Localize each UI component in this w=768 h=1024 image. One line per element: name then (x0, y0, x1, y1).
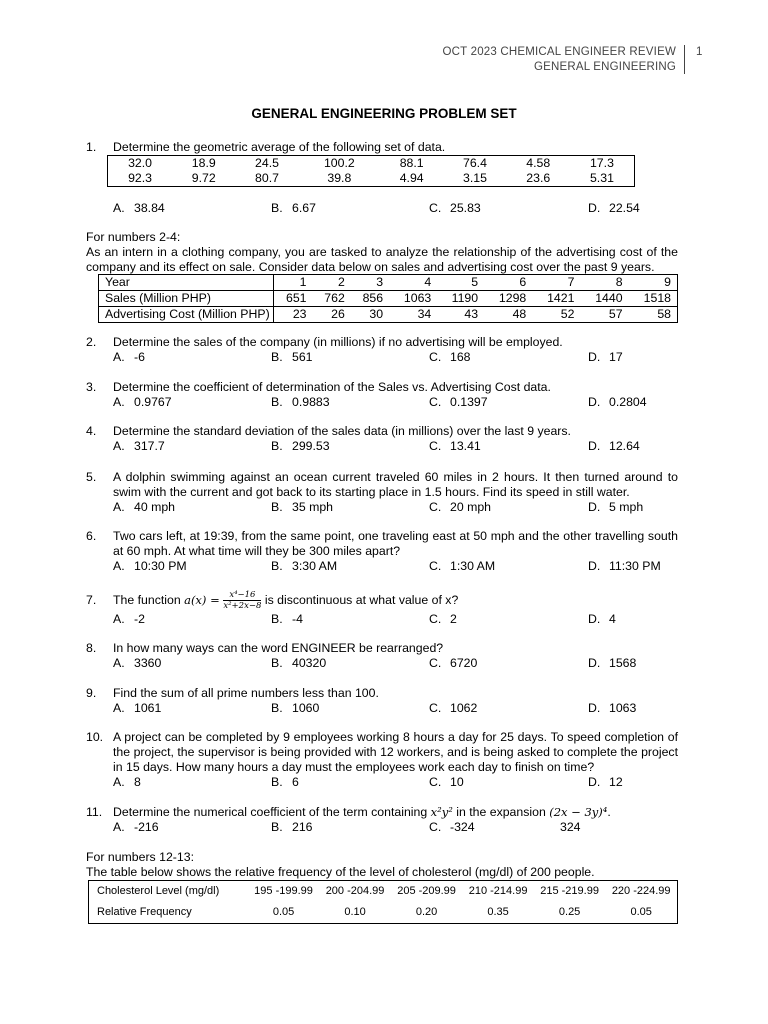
option-c[interactable]: C. 2 (429, 612, 457, 626)
question-text: Determine the geometric average of the following set of data. (113, 140, 446, 154)
term-expression: x²y² (430, 805, 453, 819)
row-label: Sales (Million PHP) (99, 291, 274, 307)
q1-data-table (107, 155, 635, 187)
intro-12-13 (86, 850, 678, 880)
option-a[interactable]: A. 40 mph (113, 500, 176, 514)
table-cell: 0.05 (272, 906, 295, 918)
option-b[interactable]: B. 0.9883 (271, 395, 330, 409)
intro-label: For numbers 12-13: (86, 850, 194, 864)
option-a[interactable]: A. 38.84 (113, 201, 165, 215)
question-number: 9. (86, 686, 97, 700)
option-d[interactable]: D. 12 (588, 775, 623, 789)
option-d[interactable]: 324 (560, 820, 581, 834)
table-cell: 7 (567, 275, 575, 289)
table-cell: 3 (376, 275, 384, 289)
table-header: 220 -224.99 (611, 885, 671, 897)
header-line1: OCT 2023 CHEMICAL ENGINEER REVIEW (442, 46, 676, 58)
option-b[interactable]: B. 299.53 (271, 439, 330, 453)
option-d[interactable]: D. 11:30 PM (588, 559, 661, 573)
option-a[interactable]: A. -6 (113, 350, 145, 364)
table-cell: 58 (657, 307, 671, 321)
row-label: Relative Frequency (97, 906, 192, 918)
question-text: In how many ways can the word ENGINEER be rearranged? (113, 641, 444, 655)
row-label: Year (99, 275, 274, 291)
page-title: GENERAL ENGINEERING PROBLEM SET (251, 106, 517, 121)
question-7 (86, 590, 678, 627)
question-text: Determine the standard deviation of the sales data (in millions) over the last 9 years. (113, 424, 571, 438)
intro-text: As an intern in a clothing company, you are tasked to analyze the relationship of the advertising cost of the company and its effect on sale. Consider data below on sales and advertising cost over the past 9 years. (86, 245, 678, 274)
table-cell: 76.4 (462, 156, 487, 170)
option-c[interactable]: C. 0.1397 (429, 395, 488, 409)
table-cell: 39.8 (327, 171, 352, 185)
table-cell: 0.35 (487, 906, 509, 918)
question-11 (86, 805, 678, 835)
header-line2: GENERAL ENGINEERING (533, 60, 676, 73)
question-5 (86, 470, 678, 515)
table-cell: 43 (464, 307, 479, 321)
option-c[interactable]: C. 1062 (429, 701, 478, 715)
option-d[interactable]: D. 4 (588, 612, 616, 626)
option-a[interactable]: A. 3360 (113, 656, 162, 670)
table-cell: 2 (337, 275, 345, 289)
option-b[interactable]: B. 561 (271, 350, 313, 364)
option-d[interactable]: D. 12.64 (588, 439, 640, 453)
question-text: Find the sum of all prime numbers less than 100. (113, 686, 379, 700)
option-b[interactable]: B. -4 (271, 612, 303, 626)
row-label: Advertising Cost (Million PHP) (99, 307, 274, 323)
table-cell: 1440 (580, 291, 628, 307)
table-cell: 0.10 (344, 906, 366, 918)
table-header-row (89, 881, 678, 903)
header-label: Cholesterol Level (mg/dl) (97, 885, 220, 897)
option-b[interactable]: B. 40320 (271, 656, 327, 670)
table-cell: 5.31 (589, 171, 614, 185)
question-text: Determine the numerical coefficient of the term containing x²y² in the expansion (2x − 3y)⁴. (113, 805, 611, 819)
question-2 (86, 335, 678, 365)
table-cell: 3.15 (462, 171, 487, 185)
table-cell: 52 (560, 307, 575, 321)
option-b[interactable]: B. 6 (271, 775, 299, 789)
table-cell: 1518 (629, 291, 678, 307)
option-d[interactable]: D. 1063 (588, 701, 637, 715)
option-c[interactable]: C. 168 (429, 350, 471, 364)
option-c[interactable]: C. 20 mph (429, 500, 492, 514)
question-text: The function a(x) = $\frac{\text{x⁴−16}}{\text{x²+2x−8}}$ is discontinuous at what value of x? (113, 590, 459, 611)
table-cell: 48 (512, 307, 527, 321)
table-cell: 1421 (532, 291, 580, 307)
option-b[interactable]: B. 3:30 AM (271, 559, 338, 573)
question-number: 2. (86, 335, 97, 349)
question-text: Determine the sales of the company (in millions) if no advertising will be employed. (113, 335, 563, 349)
question-number: 1. (86, 140, 97, 154)
option-c[interactable]: C. -324 (429, 820, 475, 834)
table-cell: 92.3 (128, 171, 153, 185)
option-a[interactable]: A. -2 (113, 612, 145, 626)
table-cell: 30 (369, 307, 384, 321)
table-row-advertising (99, 307, 678, 323)
table-row-sales (99, 291, 678, 307)
question-text: Two cars left, at 19:39, from the same point, one traveling east at 50 mph and the other travelling south at 60 mph. At what time will they be 300 miles apart? (113, 529, 678, 558)
fraction: $\frac{\text{x⁴−16}}{\text{x²+2x−8}}$ (223, 590, 262, 611)
table-cell: 856 (351, 291, 389, 307)
table-header: 205 -209.99 (397, 885, 456, 897)
option-d[interactable]: D. 1568 (588, 656, 637, 670)
table-cell: 57 (608, 307, 623, 321)
table-cell: 4.58 (526, 156, 551, 170)
table-cell: 762 (313, 291, 351, 307)
option-a[interactable]: A. -216 (113, 820, 159, 834)
table-cell: 1190 (437, 291, 484, 307)
option-d[interactable]: D. 22.54 (588, 201, 640, 215)
page-header (443, 45, 685, 74)
table-row-year (99, 275, 678, 291)
option-b[interactable]: B. 216 (271, 820, 313, 834)
option-c[interactable]: C. 1:30 AM (429, 559, 496, 573)
table-row (89, 902, 678, 924)
table-header: 195 -199.99 (254, 885, 313, 897)
question-10 (86, 730, 678, 790)
option-a[interactable]: A. 0.9767 (113, 395, 172, 409)
table-cell: 24.5 (255, 156, 279, 170)
question-4 (86, 424, 678, 454)
question-9 (86, 686, 678, 716)
table-cell: 4 (424, 275, 432, 289)
sales-advertising-table (98, 274, 678, 323)
table-cell: 5 (471, 275, 479, 289)
option-c[interactable]: C. 6720 (429, 656, 478, 670)
question-6 (86, 529, 678, 574)
question-number: 5. (86, 470, 97, 484)
question-number: 7. (86, 593, 97, 607)
table-cell: 4.94 (399, 171, 424, 185)
question-text: A dolphin swimming against an ocean current traveled 60 miles in 2 hours. It then turned around to swim with the current and got back to its starting place in 1.5 hours. Find its speed in still water. (113, 470, 678, 499)
cholesterol-table (88, 880, 678, 924)
table-cell: 651 (274, 291, 313, 307)
option-a[interactable]: A. 317.7 (113, 439, 165, 453)
question-number: 8. (86, 641, 97, 655)
table-cell: 88.1 (399, 156, 424, 170)
table-cell: 1063 (389, 291, 437, 307)
table-cell: 1298 (484, 291, 532, 307)
table-cell: 100.2 (323, 156, 355, 170)
table-cell: 80.7 (255, 171, 279, 185)
option-d[interactable]: D. 5 mph (588, 500, 644, 514)
table-cell: 8 (615, 275, 623, 289)
question-8 (86, 641, 678, 671)
option-b[interactable]: B. 35 mph (271, 500, 334, 514)
question-number: 10. (86, 730, 104, 744)
table-cell: 0.25 (558, 906, 581, 918)
question-text: Determine the coefficient of determination of the Sales vs. Advertising Cost data. (113, 380, 551, 394)
option-a[interactable]: A. 8 (113, 775, 141, 789)
table-cell: 26 (331, 307, 345, 321)
option-c[interactable]: C. 10 (429, 775, 464, 789)
table-cell: 32.0 (128, 156, 153, 170)
option-d[interactable]: D. 17 (588, 350, 623, 364)
option-b[interactable]: B. 1060 (271, 701, 320, 715)
table-cell: 1 (299, 275, 307, 289)
table-row (108, 156, 635, 172)
table-cell: 0.20 (415, 906, 438, 918)
q1-options (86, 201, 678, 216)
question-text: A project can be completed by 9 employees working 8 hours a day for 25 days. To speed completion of the project, the supervisor is being provided with 12 workers, and is being asked to complete the project in 15 days. How many hours a day must the employees work each day to finish on time? (113, 730, 678, 774)
table-cell: 9.72 (191, 171, 216, 185)
question-number: 11. (86, 805, 103, 819)
question-number: 4. (86, 424, 97, 438)
table-cell: 0.05 (630, 906, 652, 918)
table-cell: 18.9 (191, 156, 216, 170)
option-a[interactable]: A. 1061 (113, 701, 162, 715)
table-cell: 6 (519, 275, 527, 289)
table-header: 210 -214.99 (468, 885, 528, 897)
question-3 (86, 380, 678, 410)
intro-label: For numbers 2-4: (86, 230, 181, 244)
function-expression: a(x) = (184, 592, 224, 607)
question-1 (86, 140, 678, 155)
option-c[interactable]: C. 25.83 (429, 201, 481, 215)
question-number: 6. (86, 529, 97, 543)
page-number: 1 (696, 46, 703, 58)
intro-2-4 (86, 230, 678, 275)
option-b[interactable]: B. 6.67 (271, 201, 316, 215)
table-cell: 17.3 (589, 156, 614, 170)
binomial-expression: (2x − 3y)⁴ (549, 805, 608, 819)
table-row (108, 171, 635, 187)
intro-text: The table below shows the relative frequency of the level of cholesterol (mg/dl) of 200 people. (86, 865, 595, 879)
option-a[interactable]: A. 10:30 PM (113, 559, 187, 573)
option-c[interactable]: C. 13.41 (429, 439, 481, 453)
question-number: 3. (86, 380, 97, 394)
table-cell: 23.6 (526, 171, 551, 185)
table-cell: 23 (292, 307, 307, 321)
table-cell: 34 (417, 307, 432, 321)
table-header: 200 -204.99 (325, 885, 385, 897)
table-header: 215 -219.99 (540, 885, 599, 897)
table-cell: 9 (664, 275, 671, 289)
option-d[interactable]: D. 0.2804 (588, 395, 647, 409)
